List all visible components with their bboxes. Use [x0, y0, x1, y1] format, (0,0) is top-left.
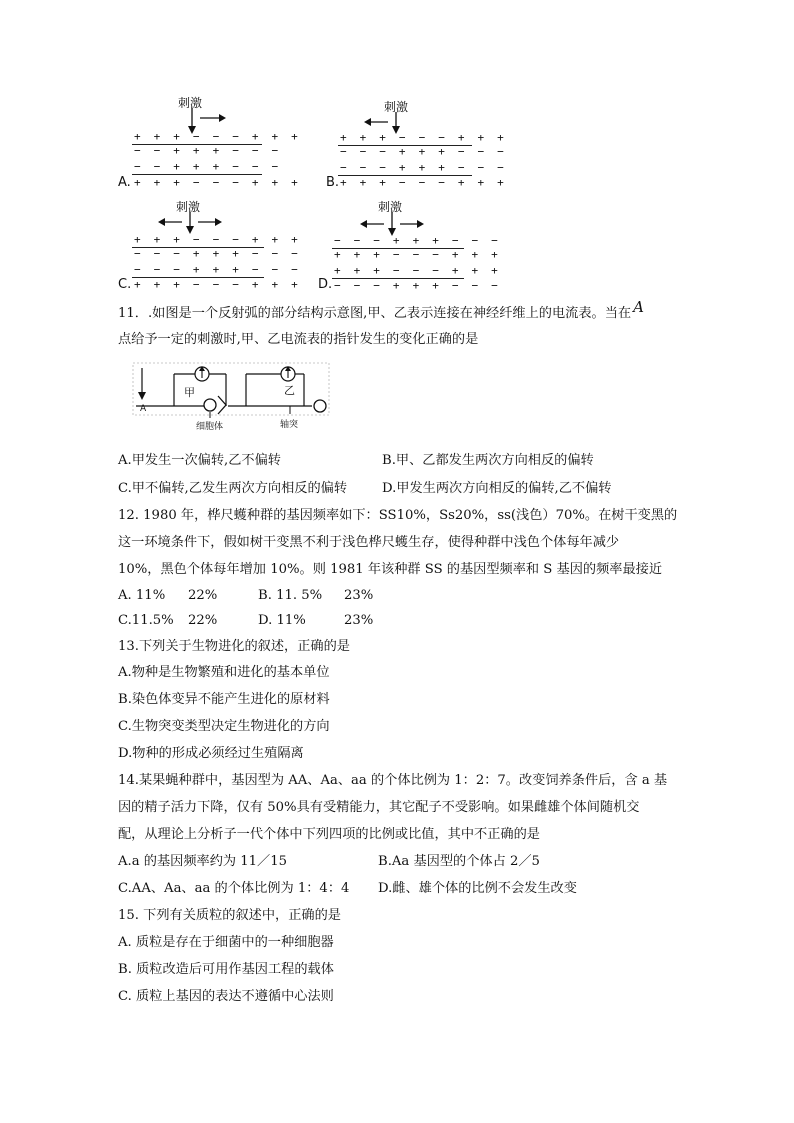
charge-row-2: − − − + + + − − − [340, 145, 507, 158]
q13-stem: 13.下列关于生物进化的叙述，正确的是 [118, 639, 350, 654]
option-label: B. [326, 175, 340, 190]
q12-option-a-label: A. 11% [118, 588, 166, 603]
charge-row-3: − − − + + + − − − [134, 263, 301, 276]
q12-line3: 10%，黑色个体每年增加 10%。则 1981 年该种群 SS 的基因型频率和 S 基因的频率最接近 [118, 562, 663, 577]
q14-option-c: C.AA、Aa、aa 的个体比例为 1：4：4 [118, 881, 350, 896]
q14-line2: 因的精子活力下降，仅有 50%具有受精能力，其它配子不受影响。如果雌雄个体间随机交 [118, 800, 640, 815]
charge-row-1: + + + − − − + + + [134, 233, 301, 246]
q11-option-d: D.甲发生两次方向相反的偏转,乙不偏转 [382, 481, 612, 496]
q13-option-b: B.染色体变异不能产生进化的原材料 [118, 692, 330, 707]
q11-option-a: A.甲发生一次偏转,乙不偏转 [118, 453, 281, 468]
option-label: A. [118, 175, 131, 190]
q14-option-d: D.雌、雄个体的比例不会发生改变 [378, 881, 577, 896]
q13-option-c: C.生物突变类型决定生物进化的方向 [118, 719, 330, 734]
q14-line3: 配，从理论上分析子一代个体中下列四项的比例或比值，其中不正确的是 [118, 827, 540, 842]
q12-line1: 12. 1980 年，桦尺蠖种群的基因频率如下：SS10%，Ss20%，ss(浅色）70%。在树干变黑的 [118, 508, 678, 523]
figure-label-a: A [140, 404, 147, 414]
stimulus-label: 刺激 [378, 200, 403, 214]
charge-row-3: − − − + + + − − − [340, 161, 507, 174]
q13-option-a: A.物种是生物繁殖和进化的基本单位 [118, 665, 330, 680]
charge-row-2: − − + + + − − − [134, 144, 282, 157]
q12-option-b-value: 23% [344, 588, 374, 603]
meter-jia-label: 甲 [184, 386, 195, 399]
charge-row-4: + + + − − − + + + [134, 176, 301, 189]
q12-options-row2 [118, 612, 418, 630]
charge-row-3: − − + + + − − − [134, 160, 282, 173]
charge-row-1: + + + − − − + + + [340, 131, 507, 144]
q12-option-c-value: 22% [188, 613, 218, 628]
option-label: D. [318, 277, 333, 292]
panel-d [318, 198, 501, 294]
q12-option-c-label: C.11.5% [118, 613, 174, 628]
panel-b [326, 98, 507, 192]
point-a-label: A [633, 298, 644, 316]
charge-row-4: + + + − − − + + + [340, 176, 507, 189]
q14-option-a: A.a 的基因频率约为 11／15 [118, 854, 288, 869]
charge-row-3: + + + − − − + + + [334, 264, 501, 277]
q14-line1: 14.某果蝇种群中，基因型为 AA、Aa、aa 的个体比例为 1：2：7。改变饲养条件后，含 a 基 [118, 773, 668, 788]
q12-option-d-label: D. 11% [258, 613, 306, 628]
cell-body-label: 细胞体 [196, 422, 224, 432]
q15-stem: 15. 下列有关质粒的叙述中，正确的是 [118, 908, 341, 923]
panel-c [118, 198, 301, 294]
meter-yi-label: 乙 [284, 384, 295, 397]
q11-stem-line2: 点给予一定的刺激时,甲、乙电流表的指针发生的变化正确的是 [118, 332, 479, 347]
stimulus-label: 刺激 [178, 96, 203, 110]
stimulus-label: 刺激 [176, 200, 201, 214]
stimulus-arrows [118, 212, 268, 252]
charge-row-2: − − − + + + − − − [134, 247, 301, 260]
q15-option-c: C. 质粒上基因的表达不遵循中心法则 [118, 989, 334, 1004]
option-label: C. [118, 277, 132, 292]
reflex-arc-diagram [132, 362, 332, 432]
q12-option-a-value: 22% [188, 588, 218, 603]
q11-option-b: B.甲、乙都发生两次方向相反的偏转 [382, 453, 594, 468]
panel-a [118, 94, 301, 192]
charge-row-4: + + + − − − + + + [134, 278, 301, 291]
axon-label: 轴突 [280, 420, 299, 430]
charge-row-2: + + + − − − + + + [334, 248, 501, 261]
q15-option-b: B. 质粒改造后可用作基因工程的载体 [118, 962, 334, 977]
q14-option-b: B.Aa 基因型的个体占 2／5 [378, 854, 540, 869]
q12-line2: 这一环境条件下，假如树干变黑不利于浅色桦尺蠖生存，使得种群中浅色个体每年减少 [118, 535, 620, 550]
reflex-arc-figure [132, 362, 332, 432]
charge-row-1: + + + − − − + + + [134, 130, 301, 143]
q13-option-d: D.物种的形成必须经过生殖隔离 [118, 746, 304, 761]
q12-options-row1 [118, 587, 418, 605]
charge-row-4: − − − + + + − − − [334, 279, 501, 292]
q12-option-b-label: B. 11. 5% [258, 588, 323, 603]
q11-stem-line1: 11．.如图是一个反射弧的部分结构示意图,甲、乙表示连接在神经纤维上的电流表。当在 A [118, 298, 644, 321]
q12-option-d-value: 23% [344, 613, 374, 628]
charge-row-1: − − − + + + − − − [334, 234, 501, 247]
stimulus-label: 刺激 [384, 100, 409, 114]
q15-option-a: A. 质粒是存在于细菌中的一种细胞器 [118, 935, 334, 950]
q11-option-c: C.甲不偏转,乙发生两次方向相反的偏转 [118, 481, 348, 496]
